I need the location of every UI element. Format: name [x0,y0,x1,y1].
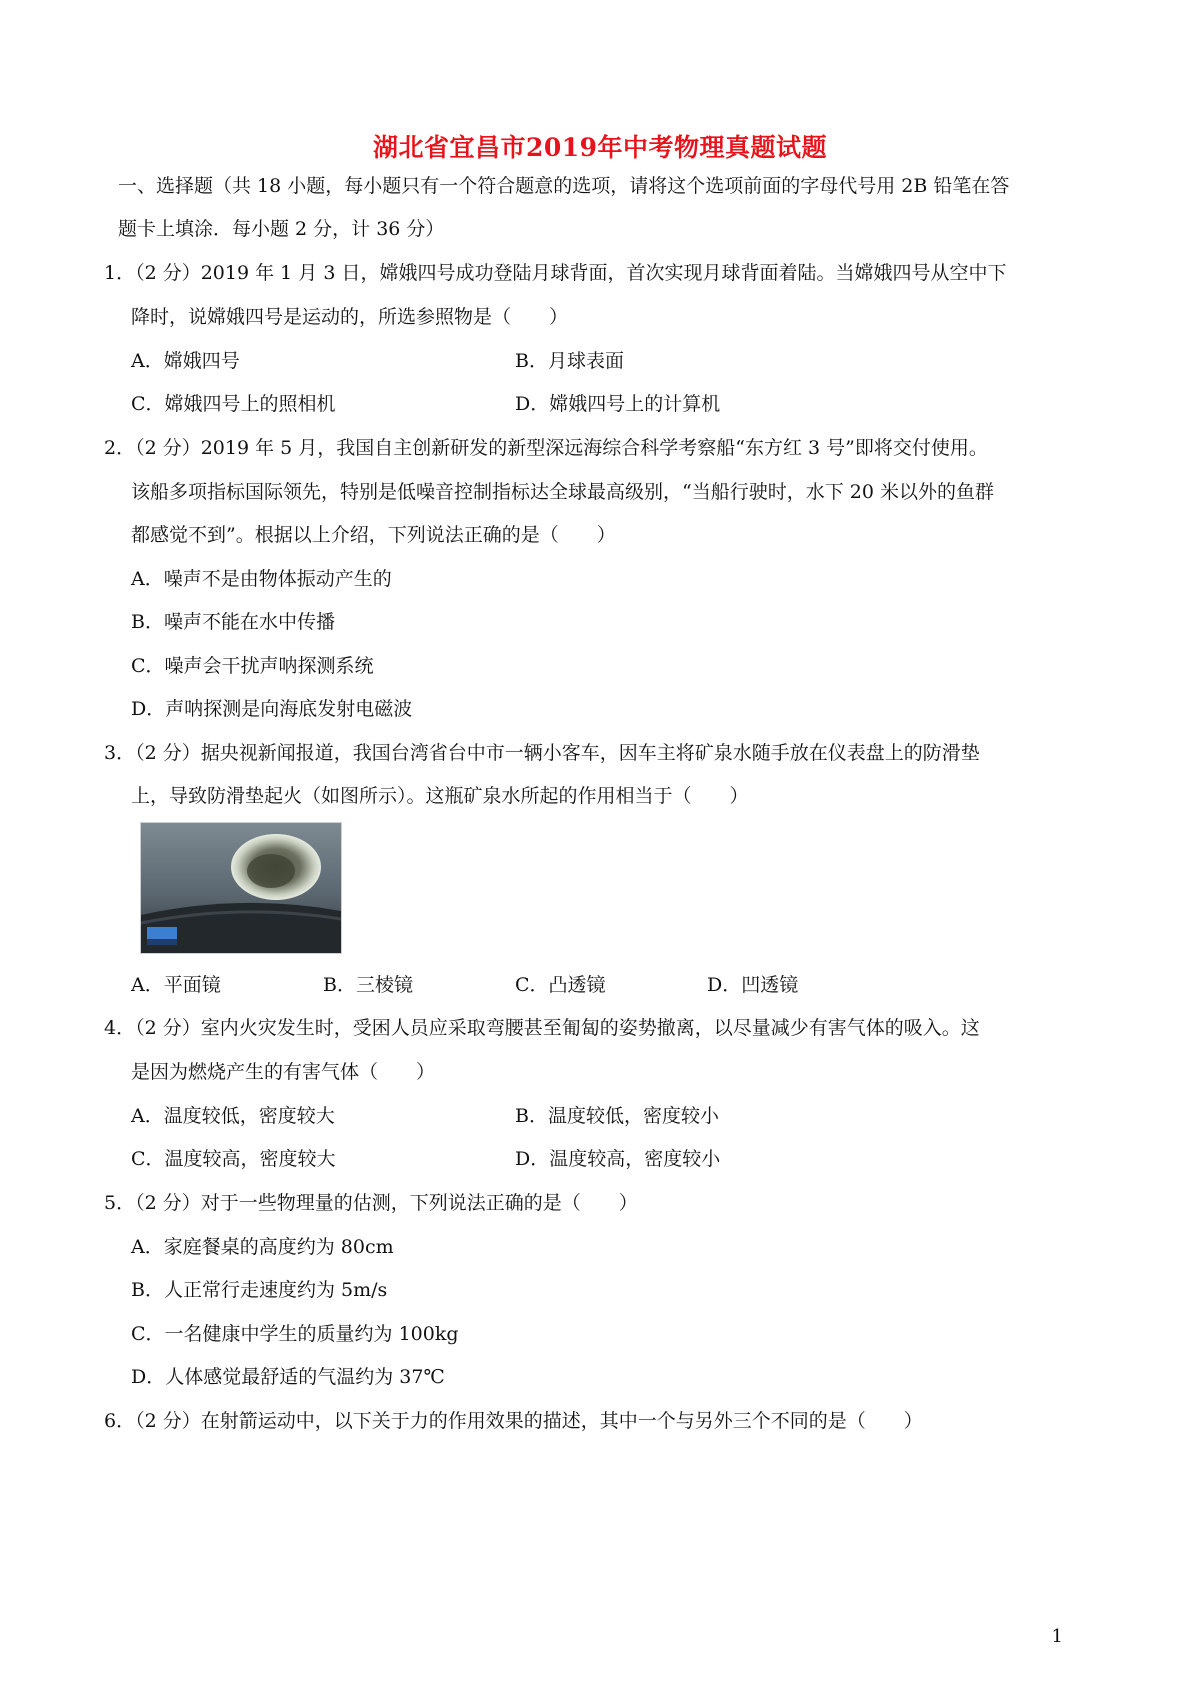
question-3-line-2: 上，导致防滑垫起火（如图所示）。这瓶矿泉水所起的作用相当于（ ） [131,785,749,807]
section-instruction-line-2: 题卡上填涂．每小题 2 分，计 36 分） [118,218,445,240]
question-1-line-2: 降时，说嫦娥四号是运动的，所选参照物是（ ） [131,306,569,328]
question-2-option-b: B．噪声不能在水中传播 [131,611,335,633]
question-3-option-a: A．平面镜 [131,974,221,996]
question-5-option-b: B．人正常行走速度约为 5m/s [131,1279,388,1301]
question-2-option-a: A．噪声不是由物体振动产生的 [131,568,392,590]
dashboard-fire-photo [140,822,342,954]
question-6-line-1: 6．（2 分）在射箭运动中，以下关于力的作用效果的描述，其中一个与另外三个不同的是（ ） [104,1410,923,1432]
question-2-line-2: 该船多项指标国际领先，特别是低噪音控制指标达全球最高级别，“当船行驶时，水下 20 米以外的鱼群 [131,481,994,503]
question-5-line-1: 5．（2 分）对于一些物理量的估测，下列说法正确的是（ ） [104,1192,638,1214]
question-5-option-a: A．家庭餐桌的高度约为 80cm [131,1236,394,1258]
document-title: 湖北省宜昌市2019年中考物理真题试题 [372,133,828,162]
question-4-option-a: A．温度较低，密度较大 [131,1105,335,1127]
question-5-option-c: C．一名健康中学生的质量约为 100kg [131,1323,459,1345]
question-4-line-1: 4．（2 分）室内火灾发生时，受困人员应采取弯腰甚至匍匐的姿势撤离，以尽量减少有害气体的吸入。这 [104,1017,980,1039]
question-1-option-b: B．月球表面 [515,350,624,372]
question-3-option-c: C．凸透镜 [515,974,606,996]
question-5-option-d: D．人体感觉最舒适的气温约为 37℃ [131,1366,445,1388]
question-1-line-1: 1．（2 分）2019 年 1 月 3 日，嫦娥四号成功登陆月球背面，首次实现月球背面着陆。当嫦娥四号从空中下 [104,262,1007,284]
question-2-line-1: 2．（2 分）2019 年 5 月，我国自主创新研发的新型深远海综合科学考察船“东方红 3 号”即将交付使用。 [104,437,988,459]
question-3-option-b: B．三棱镜 [323,974,413,996]
question-4-option-d: D．温度较高，密度较小 [515,1148,721,1170]
question-4-option-b: B．温度较低，密度较小 [515,1105,719,1127]
question-4-line-2: 是因为燃烧产生的有害气体（ ） [131,1061,436,1083]
question-3-line-1: 3．（2 分）据央视新闻报道，我国台湾省台中市一辆小客车，因车主将矿泉水随手放在仪表盘上的防滑垫 [104,742,980,764]
section-instruction-line-1: 一、选择题（共 18 小题，每小题只有一个符合题意的选项，请将这个选项前面的字母代号用 2B 铅笔在答 [118,175,1010,197]
dashboard-fire-illustration [141,823,341,953]
question-2-line-3: 都感觉不到”。根据以上介绍，下列说法正确的是（ ） [131,524,616,546]
question-1-option-d: D．嫦娥四号上的计算机 [515,393,721,415]
question-2-option-d: D．声呐探测是向海底发射电磁波 [131,698,413,720]
page-number: 1 [1051,1626,1063,1647]
question-1-option-c: C．嫦娥四号上的照相机 [131,393,336,415]
question-3-option-d: D．凹透镜 [707,974,799,996]
question-2-option-c: C．噪声会干扰声呐探测系统 [131,655,374,677]
question-1-option-a: A．嫦娥四号 [131,350,240,372]
question-4-option-c: C．温度较高，密度较大 [131,1148,336,1170]
